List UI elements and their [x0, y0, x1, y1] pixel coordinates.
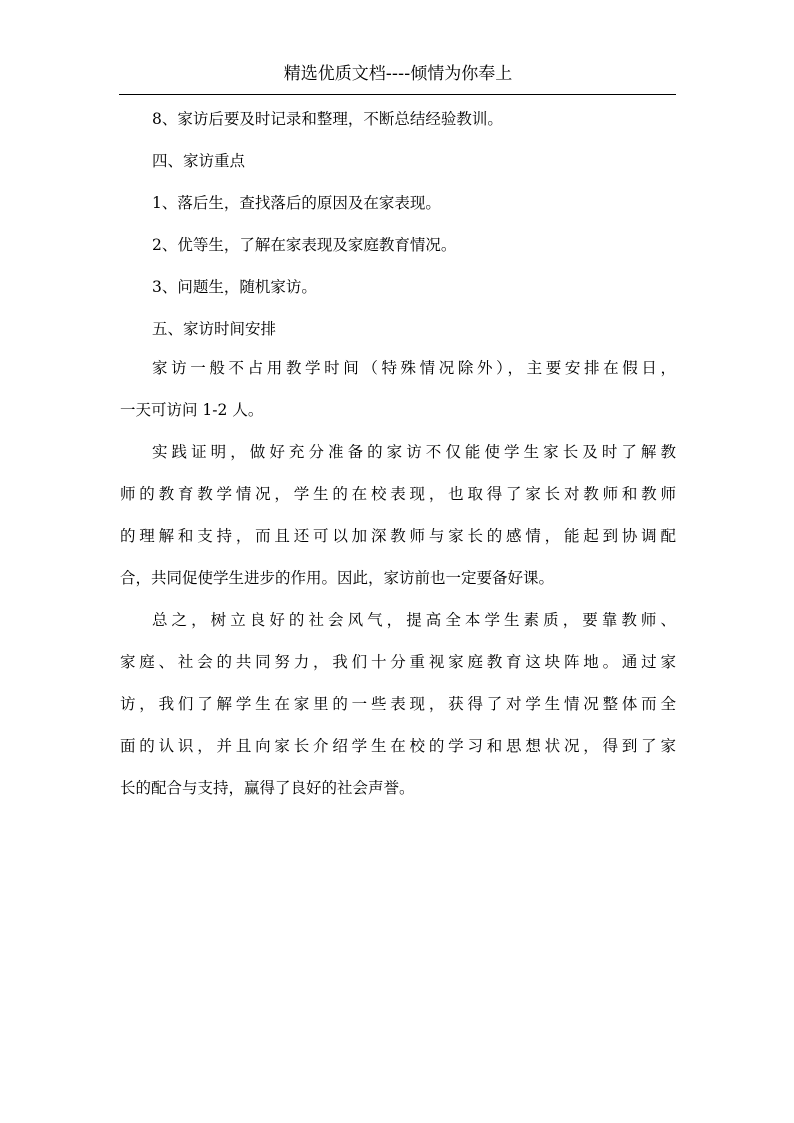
paragraph-line: 一天可访问 1-2 人。: [120, 401, 264, 419]
paragraph-line: 访，我们了解学生在家里的一些表现，获得了对学生情况整体而全: [120, 695, 676, 713]
paragraph-line: 家访一般不占用教学时间（特殊情况除外），主要安排在假日，: [152, 359, 676, 377]
paragraph-line: 合，共同促使学生进步的作用。因此，家访前也一定要备好课。: [120, 569, 555, 587]
paragraph-line: 长的配合与支持，赢得了良好的社会声誉。: [120, 779, 415, 797]
list-item-1: 1、落后生，查找落后的原因及在家表现。: [152, 194, 441, 212]
paragraph-line: 师的教育教学情况，学生的在校表现，也取得了家长对教师和教师: [120, 485, 676, 503]
paragraph-line: 家庭、社会的共同努力，我们十分重视家庭教育这块阵地。通过家: [120, 653, 676, 671]
paragraph-line: 的理解和支持，而且还可以加深教师与家长的感情，能起到协调配: [120, 527, 676, 545]
paragraph-line: 总之，树立良好的社会风气，提高全本学生素质，要靠教师、: [152, 611, 676, 629]
section-heading-5: 五、家访时间安排: [152, 320, 277, 338]
list-item-8: 8、家访后要及时记录和整理，不断总结经验教训。: [152, 110, 503, 128]
section-heading-4: 四、家访重点: [152, 152, 246, 170]
paragraph-line: 面的认识，并且向家长介绍学生在校的学习和思想状况，得到了家: [120, 737, 676, 755]
page-header: 精选优质文档----倾情为你奉上: [283, 64, 513, 84]
paragraph-line: 实践证明，做好充分准备的家访不仅能使学生家长及时了解教: [152, 443, 676, 461]
list-item-2: 2、优等生，了解在家表现及家庭教育情况。: [152, 236, 457, 254]
list-item-3: 3、问题生，随机家访。: [152, 278, 317, 296]
header-divider: [119, 94, 676, 95]
